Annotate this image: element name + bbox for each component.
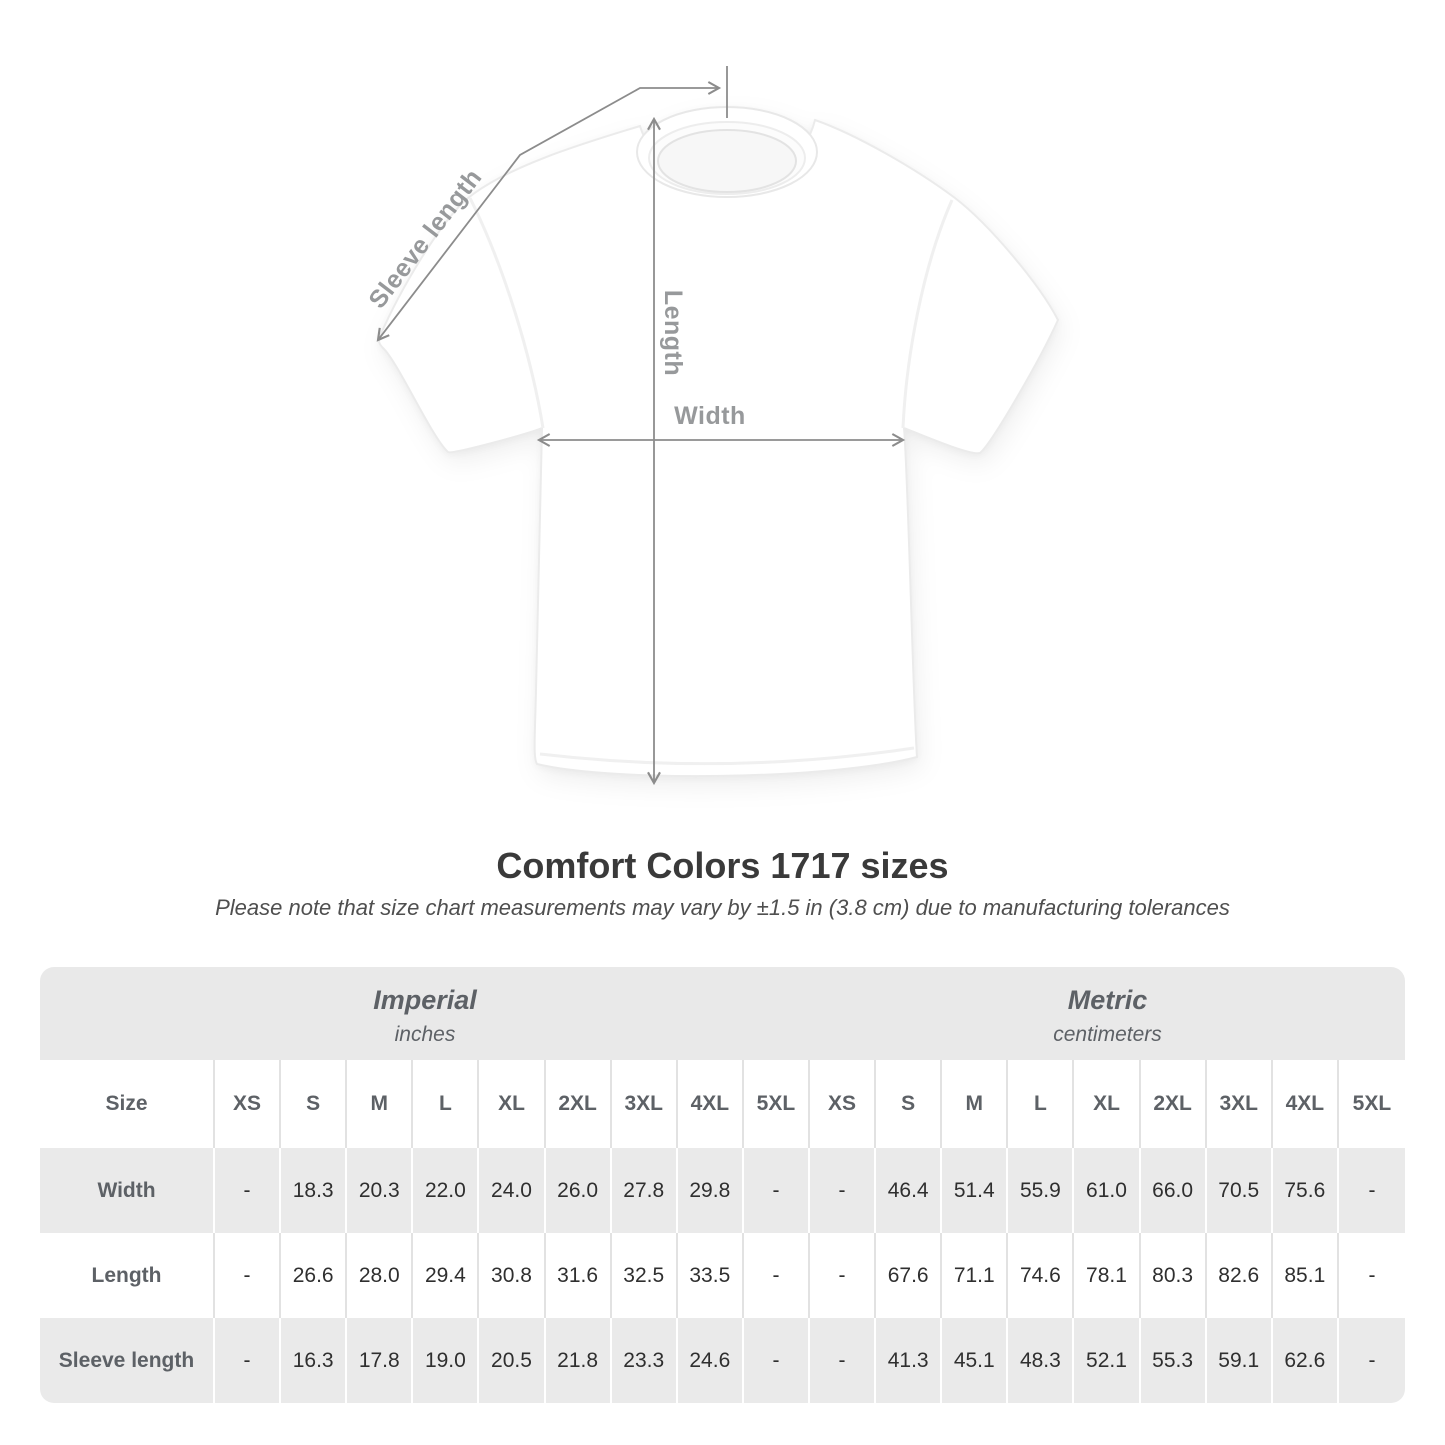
measurement-cell: 74.6 bbox=[1008, 1233, 1074, 1318]
measurement-cell: 31.6 bbox=[546, 1233, 612, 1318]
measurement-cell: 52.1 bbox=[1074, 1318, 1140, 1403]
measurement-cell: - bbox=[215, 1148, 281, 1233]
measurement-cell: 26.6 bbox=[281, 1233, 347, 1318]
measurement-cell: 59.1 bbox=[1207, 1318, 1273, 1403]
size-corner-label: Size bbox=[40, 1060, 215, 1148]
measurement-cell: 24.0 bbox=[479, 1148, 545, 1233]
size-table bbox=[40, 967, 1405, 1403]
sleeve-length-label: Sleeve length bbox=[363, 163, 488, 314]
size-col-header: L bbox=[1008, 1060, 1074, 1148]
measurement-cell: 28.0 bbox=[347, 1233, 413, 1318]
measurement-cell: 55.9 bbox=[1008, 1148, 1074, 1233]
section-name: Imperial bbox=[373, 984, 477, 1015]
measurement-cell: 30.8 bbox=[479, 1233, 545, 1318]
table-section-header-imperial bbox=[40, 967, 810, 1060]
measurement-cell: 80.3 bbox=[1141, 1233, 1207, 1318]
size-col-header: M bbox=[942, 1060, 1008, 1148]
measurement-cell: 51.4 bbox=[942, 1148, 1008, 1233]
measurement-cell: 78.1 bbox=[1074, 1233, 1140, 1318]
measurement-cell: 24.6 bbox=[678, 1318, 744, 1403]
size-col-header: 4XL bbox=[1273, 1060, 1339, 1148]
size-col-header: XL bbox=[1074, 1060, 1140, 1148]
width-label: Width bbox=[674, 402, 746, 430]
measurement-cell: - bbox=[215, 1233, 281, 1318]
size-col-header: L bbox=[413, 1060, 479, 1148]
measurement-cell: - bbox=[215, 1318, 281, 1403]
measurement-cell: - bbox=[810, 1318, 876, 1403]
measurement-cell: - bbox=[744, 1233, 810, 1318]
measurement-cell: 45.1 bbox=[942, 1318, 1008, 1403]
measurement-cell: 16.3 bbox=[281, 1318, 347, 1403]
measurement-cell: 62.6 bbox=[1273, 1318, 1339, 1403]
measurement-cell: 61.0 bbox=[1074, 1148, 1140, 1233]
measurement-cell: 66.0 bbox=[1141, 1148, 1207, 1233]
measurement-cell: 67.6 bbox=[876, 1233, 942, 1318]
measurement-cell: 20.3 bbox=[347, 1148, 413, 1233]
size-col-header: S bbox=[281, 1060, 347, 1148]
measurement-cell: 41.3 bbox=[876, 1318, 942, 1403]
measurement-cell: - bbox=[1339, 1233, 1405, 1318]
measurement-cell: 27.8 bbox=[612, 1148, 678, 1233]
measurement-cell: 17.8 bbox=[347, 1318, 413, 1403]
measurement-cell: 33.5 bbox=[678, 1233, 744, 1318]
tolerance-note: Please note that size chart measurements may vary by ±1.5 in (3.8 cm) due to manufacturing tolerances bbox=[215, 895, 1230, 920]
measurement-cell: - bbox=[810, 1148, 876, 1233]
size-col-header: S bbox=[876, 1060, 942, 1148]
measurement-cell: - bbox=[1339, 1318, 1405, 1403]
measurement-cell: 46.4 bbox=[876, 1148, 942, 1233]
measurement-cell: 22.0 bbox=[413, 1148, 479, 1233]
measurement-cell: - bbox=[1339, 1148, 1405, 1233]
table-section-header-metric bbox=[810, 967, 1405, 1060]
measurement-cell: 29.4 bbox=[413, 1233, 479, 1318]
size-col-header: XS bbox=[810, 1060, 876, 1148]
size-col-header: M bbox=[347, 1060, 413, 1148]
measurement-cell: - bbox=[744, 1148, 810, 1233]
size-col-header: XS bbox=[215, 1060, 281, 1148]
measurement-cell: 29.8 bbox=[678, 1148, 744, 1233]
collar bbox=[637, 107, 817, 197]
measurement-cell: - bbox=[744, 1318, 810, 1403]
page-title: Comfort Colors 1717 sizes bbox=[496, 845, 949, 886]
measurement-cell: 19.0 bbox=[413, 1318, 479, 1403]
size-col-header: 5XL bbox=[744, 1060, 810, 1148]
measurement-cell: - bbox=[810, 1233, 876, 1318]
size-col-header: 3XL bbox=[612, 1060, 678, 1148]
row-label: Length bbox=[40, 1233, 215, 1318]
measurement-cell: 48.3 bbox=[1008, 1318, 1074, 1403]
size-col-header: 4XL bbox=[678, 1060, 744, 1148]
measurement-cell: 32.5 bbox=[612, 1233, 678, 1318]
row-label: Sleeve length bbox=[40, 1318, 215, 1403]
measurement-cell: 20.5 bbox=[479, 1318, 545, 1403]
measurement-cell: 82.6 bbox=[1207, 1233, 1273, 1318]
measurement-cell: 18.3 bbox=[281, 1148, 347, 1233]
section-unit: centimeters bbox=[1053, 1022, 1162, 1046]
measurement-cell: 75.6 bbox=[1273, 1148, 1339, 1233]
measurement-cell: 26.0 bbox=[546, 1148, 612, 1233]
measurement-cell: 21.8 bbox=[546, 1318, 612, 1403]
size-col-header: XL bbox=[479, 1060, 545, 1148]
size-col-header: 2XL bbox=[1141, 1060, 1207, 1148]
measurement-cell: 55.3 bbox=[1141, 1318, 1207, 1403]
length-label: Length bbox=[659, 289, 687, 377]
section-name: Metric bbox=[1067, 984, 1148, 1015]
size-col-header: 3XL bbox=[1207, 1060, 1273, 1148]
section-unit: inches bbox=[394, 1022, 456, 1046]
measurement-cell: 85.1 bbox=[1273, 1233, 1339, 1318]
size-col-header: 2XL bbox=[546, 1060, 612, 1148]
measurement-cell: 71.1 bbox=[942, 1233, 1008, 1318]
measurement-cell: 23.3 bbox=[612, 1318, 678, 1403]
row-label: Width bbox=[40, 1148, 215, 1233]
size-col-header: 5XL bbox=[1339, 1060, 1405, 1148]
measurement-cell: 70.5 bbox=[1207, 1148, 1273, 1233]
